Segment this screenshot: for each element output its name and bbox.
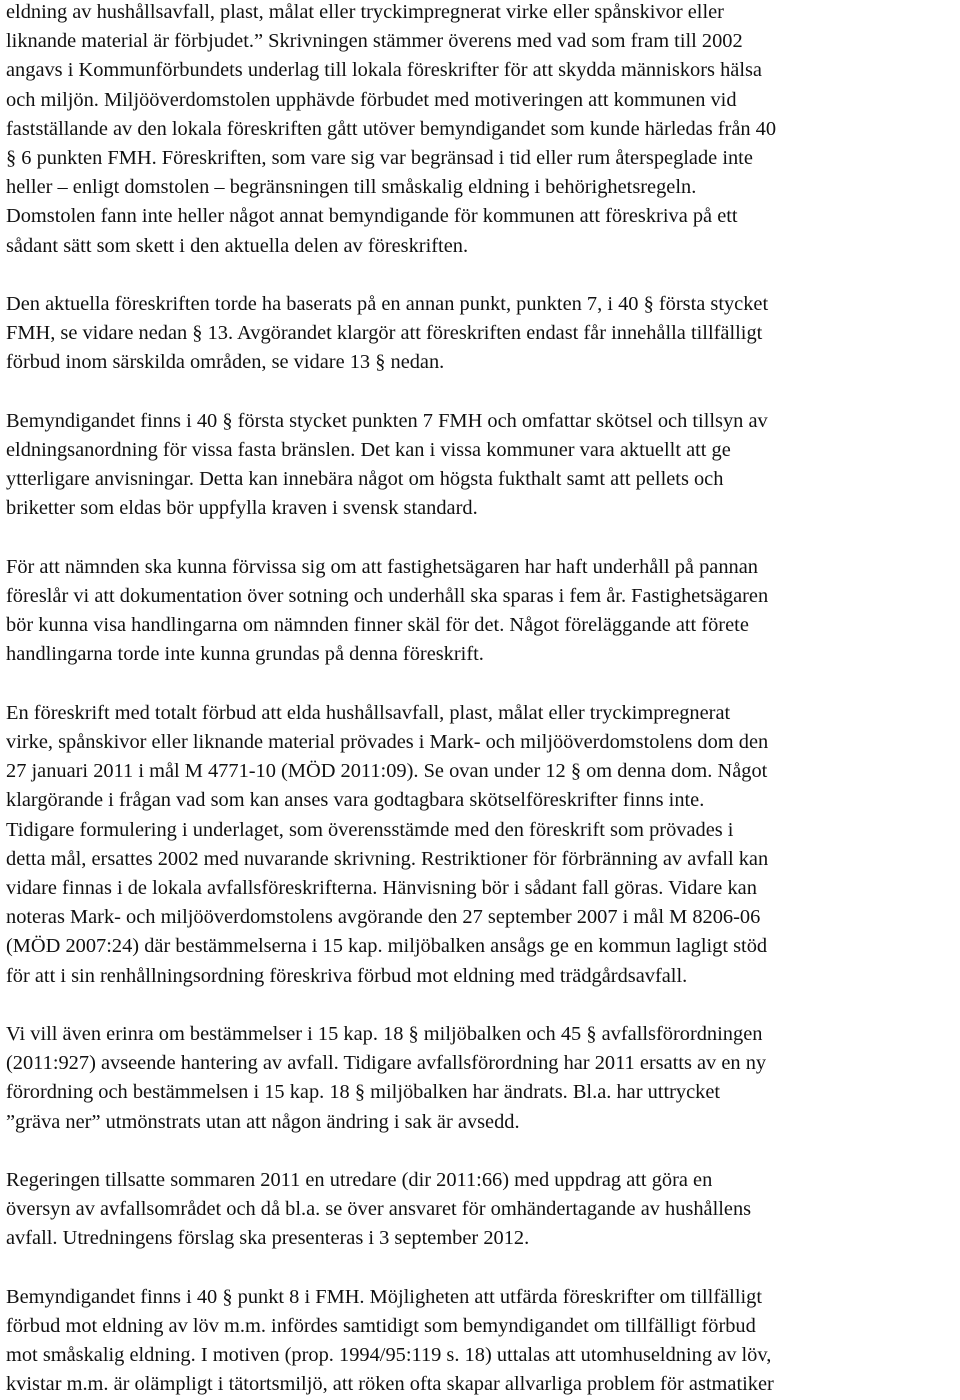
paragraph-6 xyxy=(6,1020,954,1137)
text-line: virke, spånskivor eller liknande material prövades i Mark- och miljööverdomstolens dom den xyxy=(6,731,769,754)
text-line: Bemyndigandet finns i 40 § punkt 8 i FMH. Möjligheten att utfärda föreskrifter om tillfälligt xyxy=(6,1285,763,1308)
text-line: eldningsanordning för vissa fasta bränslen. Det kan i vissa kommuner vara aktuellt att ge xyxy=(6,439,731,462)
text-line: för att i sin renhållningsordning föreskriva förbud mot eldning med trädgårdsavfall. xyxy=(6,964,688,987)
paragraph-2 xyxy=(6,290,954,378)
text-line: avfall. Utredningens förslag ska presenteras i 3 september 2012. xyxy=(6,1227,530,1250)
text-line: kvistar m.m. är olämpligt i tätortsmiljö, att röken ofta skapar allvarliga problem för astmatiker xyxy=(6,1373,774,1396)
text-line: heller – enligt domstolen – begränsningen till småskalig eldning i behörighetsregeln. xyxy=(6,176,697,199)
text-line: och miljön. Miljööverdomstolen upphävde förbudet med motiveringen att kommunen vid xyxy=(6,88,737,111)
text-line: (MÖD 2007:24) där bestämmelserna i 15 kap. miljöbalken ansågs ge en kommun lagligt stöd xyxy=(6,935,768,958)
text-line: föreslår vi att dokumentation över sotning och underhåll ska sparas i fem år. Fastighetsägaren xyxy=(6,585,769,608)
text-line: förbud inom särskilda områden, se vidare 13 § nedan. xyxy=(6,351,445,374)
text-line: noteras Mark- och miljööverdomstolens avgörande den 27 september 2007 i mål M 8206-06 xyxy=(6,906,761,929)
text-line: förbud mot eldning av löv m.m. infördes samtidigt som bemyndigandet om tillfälligt förbud xyxy=(6,1315,756,1338)
text-line: ”gräva ner” utmönstrats utan att någon ändring i sak är avsedd. xyxy=(6,1110,520,1133)
text-line: ytterligare anvisningar. Detta kan innebära något om högsta fukthalt samt att pellets och xyxy=(6,468,724,491)
text-line: briketter som eldas bör uppfylla kraven i svensk standard. xyxy=(6,497,478,520)
text-line: Den aktuella föreskriften torde ha baserats på en annan punkt, punkten 7, i 40 § första stycket xyxy=(6,293,769,316)
text-line: bör kunna visa handlingarna om nämnden finner skäl för det. Något föreläggande att förete xyxy=(6,614,749,637)
text-line: detta mål, ersattes 2002 med nuvarande skrivning. Restriktioner för förbränning av avfall kan xyxy=(6,847,769,870)
text-line: mot småskalig eldning. I motiven (prop. 1994/95:119 s. 18) uttalas att utomhuseldning av löv, xyxy=(6,1344,772,1367)
text-line: Tidigare formulering i underlaget, som överensstämde med den föreskrift som prövades i xyxy=(6,818,734,841)
paragraph-8 xyxy=(6,1283,954,1400)
text-line: En föreskrift med totalt förbud att elda hushållsavfall, plast, målat eller tryckimpregnerat xyxy=(6,701,731,724)
text-line: förordning och bestämmelsen i 15 kap. 18 § miljöbalken har ändrats. Bl.a. har uttrycket xyxy=(6,1081,721,1104)
text-line: sådant sätt som skett i den aktuella delen av föreskriften. xyxy=(6,234,469,257)
text-line: handlingarna torde inte kunna grundas på denna föreskrift. xyxy=(6,643,484,666)
text-line: fastställande av den lokala föreskriften gått utöver bemyndigandet som kunde härledas från 40 xyxy=(6,117,777,140)
paragraph-1 xyxy=(6,0,954,261)
paragraph-7 xyxy=(6,1166,954,1254)
paragraph-4 xyxy=(6,553,954,670)
text-line: För att nämnden ska kunna förvissa sig om att fastighetsägaren har haft underhåll på pannan xyxy=(6,555,758,578)
text-line: översyn av avfallsområdet och då bl.a. se över ansvaret för omhändertagande av hushållens xyxy=(6,1198,752,1221)
text-line: FMH, se vidare nedan § 13. Avgörandet klargör att föreskriften endast får innehålla tillfälligt xyxy=(6,322,763,345)
text-line: klargörande i frågan vad som kan anses vara godtagbara skötselföreskrifter finns inte. xyxy=(6,789,705,812)
text-line: (2011:927) avseende hantering av avfall. Tidigare avfallsförordning har 2011 ersatts av en ny xyxy=(6,1052,767,1075)
document-body xyxy=(6,0,954,1400)
paragraph-5 xyxy=(6,699,954,991)
text-line: Bemyndigandet finns i 40 § första stycket punkten 7 FMH och omfattar skötsel och tillsyn av xyxy=(6,409,768,432)
text-line: Regeringen tillsatte sommaren 2011 en utredare (dir 2011:66) med uppdrag att göra en xyxy=(6,1169,713,1192)
text-line: § 6 punkten FMH. Föreskriften, som vare sig var begränsad i tid eller rum återspeglade inte xyxy=(6,147,753,170)
text-line: eldning av hushållsavfall, plast, målat eller tryckimpregnerat virke eller spånskivor eller xyxy=(6,1,724,23)
text-line: liknande material är förbjudet.” Skrivningen stämmer överens med vad som fram till 2002 xyxy=(6,30,743,53)
text-line: Vi vill även erinra om bestämmelser i 15 kap. 18 § miljöbalken och 45 § avfallsförordningen xyxy=(6,1023,763,1046)
paragraph-3 xyxy=(6,407,954,524)
text-line: angavs i Kommunförbundets underlag till lokala föreskrifter för att skydda människors hälsa xyxy=(6,59,762,82)
text-line: 27 januari 2011 i mål M 4771-10 (MÖD 2011:09). Se ovan under 12 § om denna dom. Något xyxy=(6,760,768,783)
text-line: Domstolen fann inte heller något annat bemyndigande för kommunen att föreskriva på ett xyxy=(6,205,738,228)
text-line: vidare finnas i de lokala avfallsföreskrifterna. Hänvisning bör i sådant fall göras. Vidare kan xyxy=(6,877,757,900)
